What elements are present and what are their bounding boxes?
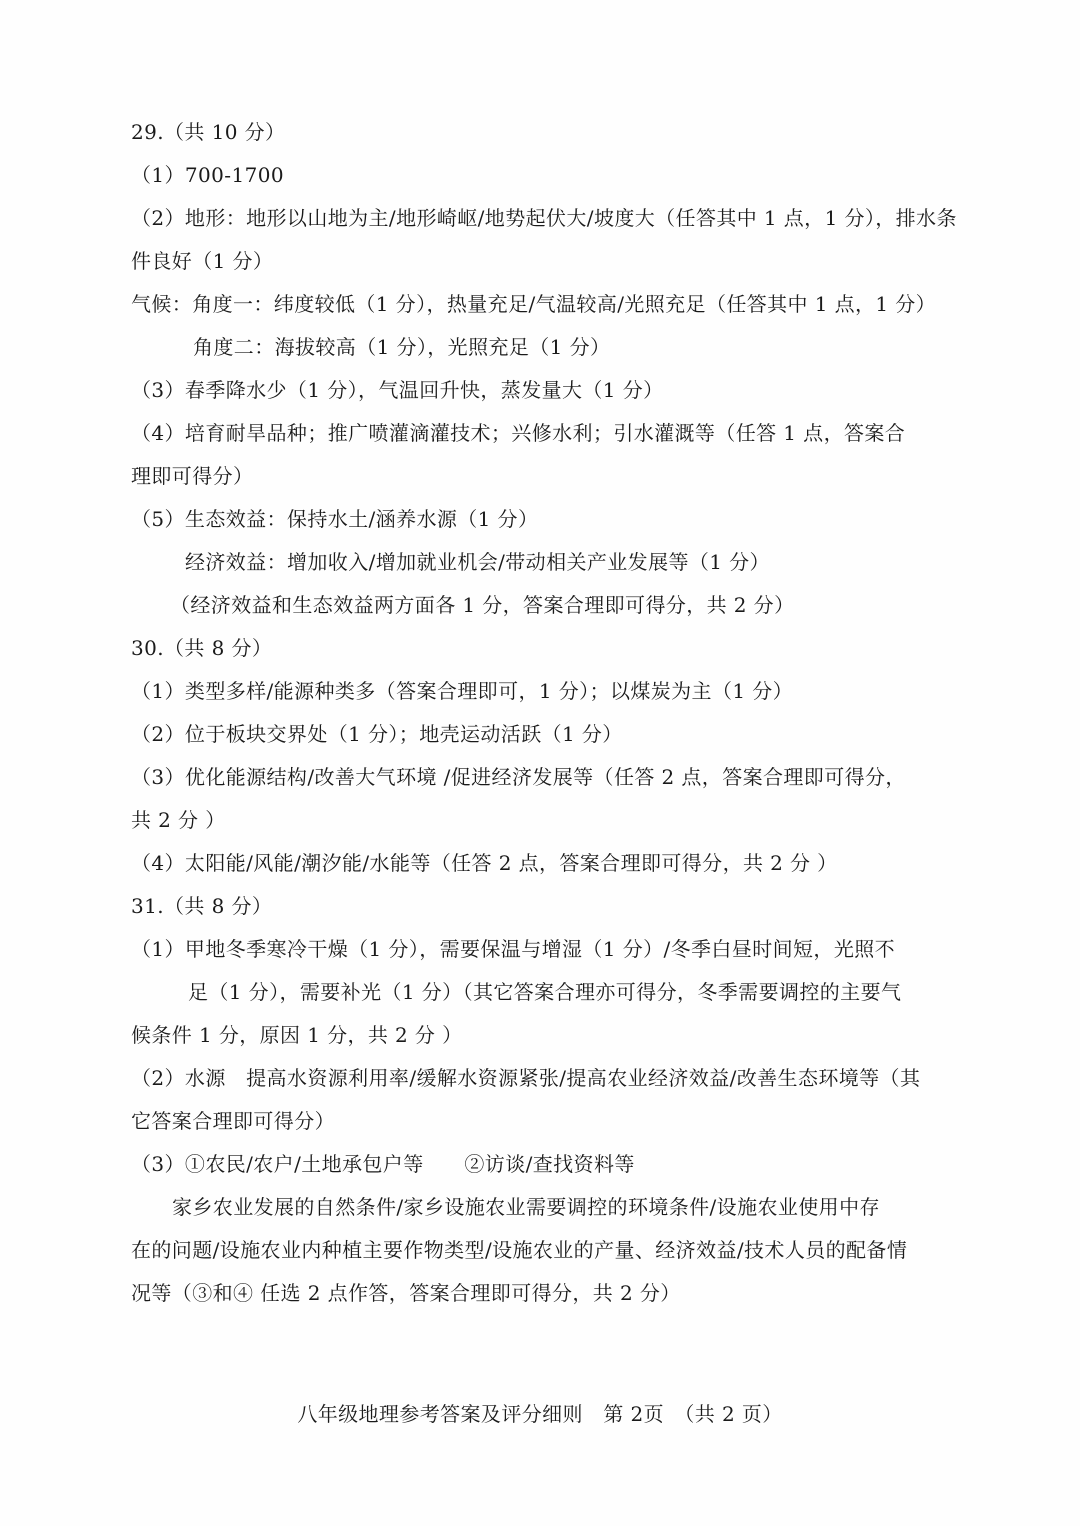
q31-answer-3-line2: 家乡农业发展的自然条件/家乡设施农业需要调控的环境条件/设施农业使用中存 xyxy=(172,1195,880,1219)
q30-answer-3-line1: （3）优化能源结构/改善大气环境 /促进经济发展等（任答 2 点，答案合理即可得分， xyxy=(131,765,906,789)
q31-answer-1-line3: 候条件 1 分，原因 1 分，共 2 分 ） xyxy=(131,1023,463,1047)
q29-climate-line1: 气候：角度一：纬度较低（1 分），热量充足/气温较高/光照充足（任答其中 1 点，1 分） xyxy=(131,292,937,316)
q30-answer-1: （1）类型多样/能源种类多（答案合理即可，1 分）；以煤炭为主（1 分） xyxy=(131,679,794,703)
q29-answer-2-line1: （2）地形：地形以山地为主/地形崎岖/地势起伏大/坡度大（任答其中 1 点，1 分），排水条 xyxy=(131,206,957,230)
q30-answer-3-line2: 共 2 分 ） xyxy=(131,808,226,832)
q30-header: 30.（共 8 分） xyxy=(131,636,273,660)
q29-header: 29.（共 10 分） xyxy=(131,120,286,144)
q31-answer-3-line1: （3）①农民/农户/土地承包户等 ②访谈/查找资料等 xyxy=(131,1152,635,1176)
q29-climate-line2: 角度二：海拔较高（1 分），光照充足（1 分） xyxy=(193,335,611,359)
q31-answer-2-line2: 它答案合理即可得分） xyxy=(131,1109,335,1133)
q31-header: 31.（共 8 分） xyxy=(131,894,273,918)
q31-answer-2-line1: （2）水源 提高水资源利用率/缓解水资源紧张/提高农业经济效益/改善生态环境等（其 xyxy=(131,1066,921,1090)
q31-answer-3-line3: 在的问题/设施农业内种植主要作物类型/设施农业的产量、经济效益/技术人员的配备情 xyxy=(131,1238,908,1262)
q30-answer-2: （2）位于板块交界处（1 分）；地壳运动活跃（1 分） xyxy=(131,722,623,746)
q29-answer-5-line3: （经济效益和生态效益两方面各 1 分，答案合理即可得分，共 2 分） xyxy=(170,593,795,617)
q30-answer-4: （4）太阳能/风能/潮汐能/水能等（任答 2 点，答案合理即可得分，共 2 分 ） xyxy=(131,851,838,875)
q29-answer-1: （1）700-1700 xyxy=(131,163,284,187)
page-footer: 八年级地理参考答案及评分细则 第 2页 （共 2 页） xyxy=(297,1402,783,1426)
q31-answer-1-line2: 足（1 分），需要补光（1 分）（其它答案合理亦可得分，冬季需要调控的主要气 xyxy=(188,980,902,1004)
q29-answer-2-line2: 件良好（1 分） xyxy=(131,249,274,273)
q29-answer-4-line2: 理即可得分） xyxy=(131,464,254,488)
q29-answer-5-line2: 经济效益：增加收入/增加就业机会/带动相关产业发展等（1 分） xyxy=(185,550,770,574)
q29-answer-3: （3）春季降水少（1 分），气温回升快，蒸发量大（1 分） xyxy=(131,378,664,402)
q31-answer-3-line4: 况等（③和④ 任选 2 点作答，答案合理即可得分，共 2 分） xyxy=(131,1281,681,1305)
q29-answer-4-line1: （4）培育耐旱品种；推广喷灌滴灌技术；兴修水利；引水灌溉等（任答 1 点，答案合 xyxy=(131,421,906,445)
q31-answer-1-line1: （1）甲地冬季寒冷干燥（1 分），需要保温与增湿（1 分）/冬季白昼时间短，光照不 xyxy=(131,937,896,961)
q29-answer-5-line1: （5）生态效益：保持水土/涵养水源（1 分） xyxy=(131,507,539,531)
